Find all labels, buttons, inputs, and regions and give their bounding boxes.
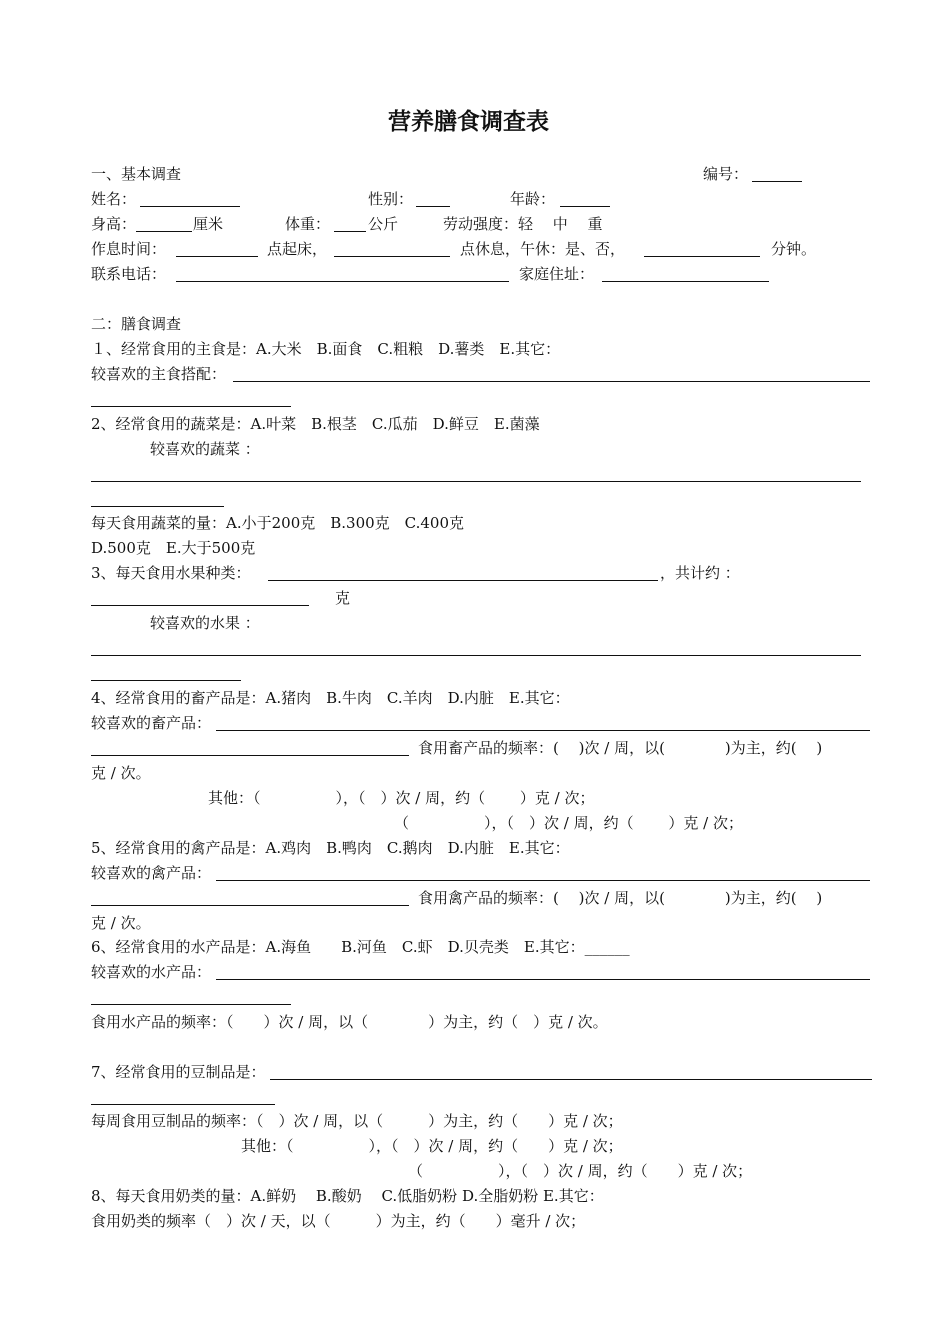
q1-preferred-field[interactable] xyxy=(233,381,870,382)
q5-preferred-label: 较喜欢的禽产品： xyxy=(91,864,212,882)
q7-soy-field-2[interactable] xyxy=(91,1104,275,1105)
q2-preferred-field-2[interactable] xyxy=(91,506,224,507)
q5-poultry: 5、经常食用的禽产品是：A.鸡肉 B.鸭肉 C.鹅肉 D.内脏 E.其它： xyxy=(91,839,570,857)
q3-preferred-field[interactable] xyxy=(91,655,861,656)
q1-preferred-field-2[interactable] xyxy=(91,406,291,407)
labor-intensity-label: 劳动强度：轻 中 重 xyxy=(443,215,603,233)
q2-preferred-field[interactable] xyxy=(91,481,861,482)
q4-unit: 克 / 次。 xyxy=(91,764,151,782)
q5-preferred-field[interactable] xyxy=(216,880,870,881)
number-label: 编号： xyxy=(703,165,749,183)
q1-staple-food: １、经常食用的主食是：A.大米 B.面食 C.粗粮 D.薯类 E.其它： xyxy=(91,340,561,358)
q7-frequency: 每周食用豆制品的频率：（ ）次 / 周，以（ ）为主，约（ ）克 / 次； xyxy=(91,1112,623,1130)
q4-livestock: 4、经常食用的畜产品是：A.猪肉 B.牛肉 C.羊肉 D.内脏 E.其它： xyxy=(91,689,570,707)
q7-other-2: （ ），（ ）次 / 周，约（ ）克 / 次； xyxy=(408,1162,753,1180)
schedule-label: 作息时间： xyxy=(91,240,167,258)
q2-preferred-label: 较喜欢的蔬菜 ： xyxy=(150,440,260,458)
section-diet-heading: 二：膳食调查 xyxy=(91,315,182,333)
q5-unit: 克 / 次。 xyxy=(91,914,151,932)
q7-other: 其他：（ ），（ ）次 / 周，约（ ）克 / 次； xyxy=(241,1137,623,1155)
rest-label: 点休息，午休：是、否， xyxy=(460,240,626,258)
weight-unit: 公斤 xyxy=(368,215,399,233)
q5-preferred-field-2[interactable] xyxy=(91,905,409,906)
age-label: 年龄： xyxy=(510,190,556,208)
nap-minutes-field[interactable] xyxy=(644,256,760,257)
q3-fruit-types-field[interactable] xyxy=(268,580,658,581)
gender-label: 性别： xyxy=(368,190,414,208)
q4-preferred-label: 较喜欢的畜产品： xyxy=(91,714,212,732)
q1-preferred-label: 较喜欢的主食搭配： xyxy=(91,365,227,383)
q3-total-label: ，共计约 ： xyxy=(660,564,740,582)
q4-other: 其他：（ ），（ ）次 / 周，约（ ）克 / 次； xyxy=(208,789,595,807)
q7-soy-field[interactable] xyxy=(270,1079,872,1080)
name-field[interactable] xyxy=(140,206,240,207)
page-title: 营养膳食调查表 xyxy=(388,109,549,135)
q4-preferred-field-2[interactable] xyxy=(91,755,409,756)
address-field[interactable] xyxy=(602,281,769,282)
phone-field[interactable] xyxy=(176,281,509,282)
rest-time-field[interactable] xyxy=(334,256,450,257)
q3-preferred-field-2[interactable] xyxy=(91,680,241,681)
name-label: 姓名： xyxy=(91,190,137,208)
q6-aquatic: 6、经常食用的水产品是：A.海鱼 B.河鱼 C.虾 D.贝壳类 E.其它：______ xyxy=(91,938,630,956)
q3-unit: 克 xyxy=(335,589,351,607)
q6-preferred-field[interactable] xyxy=(216,979,870,980)
q6-preferred-field-2[interactable] xyxy=(91,1004,291,1005)
age-field[interactable] xyxy=(560,206,610,207)
q8-dairy: 8、每天食用奶类的量：A.鲜奶 B.酸奶 C.低脂奶粉 D.全脂奶粉 E.其它： xyxy=(91,1187,604,1205)
weight-field[interactable] xyxy=(334,231,366,232)
q4-other-2: （ ），（ ）次 / 周，约（ ）克 / 次； xyxy=(394,814,743,832)
height-label: 身高： xyxy=(91,215,137,233)
section-basic-heading: 一、基本调查 xyxy=(91,165,182,183)
number-field[interactable] xyxy=(752,181,802,182)
minutes-label: 分钟。 xyxy=(771,240,817,258)
q3-fruit-types: 3、每天食用水果种类： xyxy=(91,564,251,582)
q5-frequency: 食用禽产品的频率：( )次 / 周，以( )为主，约( ) xyxy=(418,889,823,907)
q2-vegetables: 2、经常食用的蔬菜是：A.叶菜 B.根茎 C.瓜茄 D.鲜豆 E.菌藻 xyxy=(91,415,540,433)
wake-time-field[interactable] xyxy=(176,256,258,257)
q7-soy-products: 7、经常食用的豆制品是： xyxy=(91,1063,266,1081)
weight-label: 体重： xyxy=(285,215,331,233)
q6-preferred-label: 较喜欢的水产品： xyxy=(91,963,212,981)
q8-frequency: 食用奶类的频率（ ）次 / 天，以（ ）为主，约（ ）毫升 / 次； xyxy=(91,1212,586,1230)
q2-daily-amount: 每天食用蔬菜的量：A.小于200克 B.300克 C.400克 xyxy=(91,514,464,532)
q2-daily-amount-2: D.500克 E.大于500克 xyxy=(91,539,256,557)
height-unit: 厘米 xyxy=(193,215,224,233)
q3-preferred-label: 较喜欢的水果 ： xyxy=(150,614,260,632)
height-field[interactable] xyxy=(136,231,192,232)
q3-total-field[interactable] xyxy=(91,605,309,606)
wake-label: 点起床， xyxy=(267,240,328,258)
address-label: 家庭住址： xyxy=(519,265,595,283)
gender-field[interactable] xyxy=(416,206,450,207)
phone-label: 联系电话： xyxy=(91,265,167,283)
q6-frequency: 食用水产品的频率：（ ）次 / 周，以（ ）为主，约（ ）克 / 次。 xyxy=(91,1013,608,1031)
q4-preferred-field[interactable] xyxy=(216,730,870,731)
q4-frequency: 食用畜产品的频率：( )次 / 周，以( )为主，约( ) xyxy=(418,739,823,757)
